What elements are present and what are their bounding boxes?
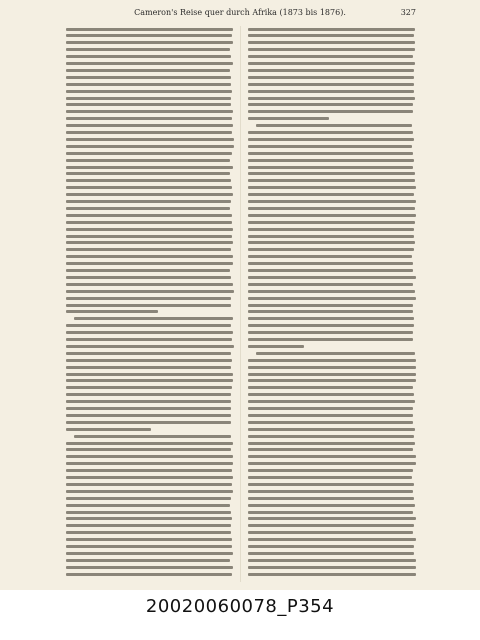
text-line	[248, 476, 412, 479]
text-line	[248, 317, 414, 320]
running-title: Cameron's Reise quer durch Afrika (1873 bis 1876).	[134, 8, 346, 17]
text-line	[248, 166, 413, 169]
text-line	[248, 324, 414, 327]
text-line	[66, 331, 233, 334]
text-line	[66, 145, 234, 148]
text-line	[66, 103, 231, 106]
text-line	[66, 124, 233, 127]
text-line	[248, 255, 412, 258]
text-line	[66, 55, 231, 58]
text-line	[248, 103, 413, 106]
text-line	[248, 269, 413, 272]
text-line	[256, 352, 415, 355]
text-line	[66, 373, 233, 376]
text-line	[248, 545, 414, 548]
text-line	[66, 573, 232, 576]
text-line	[66, 552, 233, 555]
text-line	[248, 304, 413, 307]
text-line	[66, 172, 230, 175]
text-line	[66, 283, 233, 286]
text-line	[248, 145, 412, 148]
text-line	[66, 255, 233, 258]
text-line	[248, 131, 413, 134]
text-line	[66, 76, 231, 79]
text-line	[248, 393, 414, 396]
text-line	[66, 69, 230, 72]
text-line	[66, 276, 231, 279]
text-line	[248, 469, 413, 472]
text-line	[66, 469, 232, 472]
text-line	[66, 248, 231, 251]
text-line	[248, 41, 415, 44]
text-line	[66, 524, 231, 527]
text-line	[248, 407, 413, 410]
text-line	[66, 538, 232, 541]
text-line	[248, 90, 414, 93]
text-line	[248, 310, 413, 313]
text-line	[248, 172, 415, 175]
text-line	[66, 566, 233, 569]
text-line	[248, 504, 415, 507]
text-line	[66, 110, 233, 113]
text-line	[248, 448, 413, 451]
text-line	[66, 345, 234, 348]
text-line	[248, 297, 416, 300]
text-line	[66, 62, 233, 65]
text-line	[248, 531, 413, 534]
text-line	[248, 34, 414, 37]
text-line	[248, 552, 414, 555]
text-line	[66, 41, 233, 44]
text-line	[66, 379, 233, 382]
text-line	[66, 428, 151, 431]
text-line	[66, 159, 230, 162]
text-line	[248, 428, 415, 431]
text-line	[248, 48, 415, 51]
text-line	[248, 97, 415, 100]
text-line	[248, 193, 414, 196]
text-line	[66, 352, 231, 355]
text-line	[248, 538, 416, 541]
text-line	[66, 200, 231, 203]
text-line	[248, 186, 416, 189]
text-line	[66, 83, 231, 86]
text-line	[248, 573, 416, 576]
text-line	[66, 152, 232, 155]
text-line	[66, 117, 232, 120]
text-line	[66, 338, 232, 341]
text-line	[66, 207, 230, 210]
text-line	[248, 214, 416, 217]
text-line	[248, 235, 414, 238]
text-line	[66, 269, 230, 272]
text-line	[248, 517, 416, 520]
text-line	[66, 366, 231, 369]
text-line	[66, 483, 232, 486]
text-line	[248, 28, 415, 31]
text-line	[248, 400, 415, 403]
text-line	[66, 511, 231, 514]
text-line	[66, 290, 234, 293]
text-line	[66, 448, 231, 451]
text-line	[248, 221, 415, 224]
text-line	[248, 338, 413, 341]
text-line	[66, 186, 232, 189]
text-line	[248, 248, 414, 251]
text-line	[74, 435, 231, 438]
text-line	[66, 545, 232, 548]
text-line	[248, 379, 416, 382]
text-line	[66, 386, 232, 389]
text-line	[66, 28, 233, 31]
text-line	[66, 414, 231, 417]
text-line	[66, 214, 232, 217]
text-line	[66, 400, 231, 403]
text-line	[74, 317, 233, 320]
text-line	[66, 179, 231, 182]
text-line	[66, 359, 232, 362]
text-line	[248, 228, 414, 231]
text-line	[66, 310, 158, 313]
text-line	[66, 166, 233, 169]
text-line	[66, 304, 231, 307]
text-line	[66, 393, 231, 396]
text-line	[66, 228, 233, 231]
text-line	[248, 283, 413, 286]
text-column-right	[248, 26, 418, 582]
text-line	[248, 559, 416, 562]
text-line	[66, 48, 230, 51]
text-line	[248, 566, 416, 569]
text-line	[248, 207, 415, 210]
text-line	[248, 55, 413, 58]
text-line	[248, 497, 414, 500]
text-line	[66, 517, 232, 520]
text-line	[66, 531, 231, 534]
text-line	[66, 34, 232, 37]
text-line	[66, 504, 230, 507]
column-divider	[240, 26, 241, 582]
text-line	[248, 117, 329, 120]
text-line	[66, 97, 231, 100]
text-line	[248, 442, 415, 445]
text-line	[248, 366, 416, 369]
text-line	[66, 421, 231, 424]
text-line	[66, 407, 231, 410]
text-line	[66, 131, 232, 134]
text-line	[248, 462, 416, 465]
text-line	[66, 442, 233, 445]
text-line	[248, 138, 414, 141]
text-line	[256, 124, 412, 127]
text-line	[248, 373, 416, 376]
text-line	[248, 414, 413, 417]
page-number: 327	[400, 8, 416, 17]
text-line	[66, 490, 233, 493]
text-line	[66, 324, 231, 327]
text-line	[66, 235, 232, 238]
text-line	[66, 462, 233, 465]
text-line	[248, 69, 414, 72]
text-line	[248, 200, 416, 203]
text-line	[248, 159, 414, 162]
text-line	[66, 497, 231, 500]
text-line	[248, 455, 416, 458]
image-id-label: 20020060078_P354	[145, 596, 335, 617]
text-line	[66, 90, 232, 93]
text-line	[248, 262, 413, 265]
text-line	[248, 524, 414, 527]
text-line	[66, 221, 232, 224]
text-line	[248, 421, 413, 424]
text-line	[66, 193, 233, 196]
text-line	[66, 241, 233, 244]
text-line	[248, 290, 415, 293]
text-line	[248, 179, 415, 182]
text-line	[248, 110, 413, 113]
text-line	[66, 262, 233, 265]
text-line	[248, 152, 413, 155]
text-line	[248, 435, 414, 438]
text-column-left	[66, 26, 236, 582]
text-line	[248, 331, 413, 334]
text-line	[66, 559, 230, 562]
text-line	[248, 241, 415, 244]
text-line	[66, 297, 231, 300]
text-line	[248, 62, 415, 65]
text-line	[248, 483, 414, 486]
text-line	[248, 83, 414, 86]
text-line	[66, 138, 234, 141]
text-line	[66, 476, 233, 479]
text-line	[248, 345, 304, 348]
text-line	[248, 76, 414, 79]
text-line	[248, 511, 413, 514]
text-line	[248, 359, 416, 362]
text-line	[248, 490, 413, 493]
text-line	[66, 455, 233, 458]
text-line	[248, 386, 413, 389]
text-line	[248, 276, 416, 279]
running-header	[0, 8, 480, 22]
